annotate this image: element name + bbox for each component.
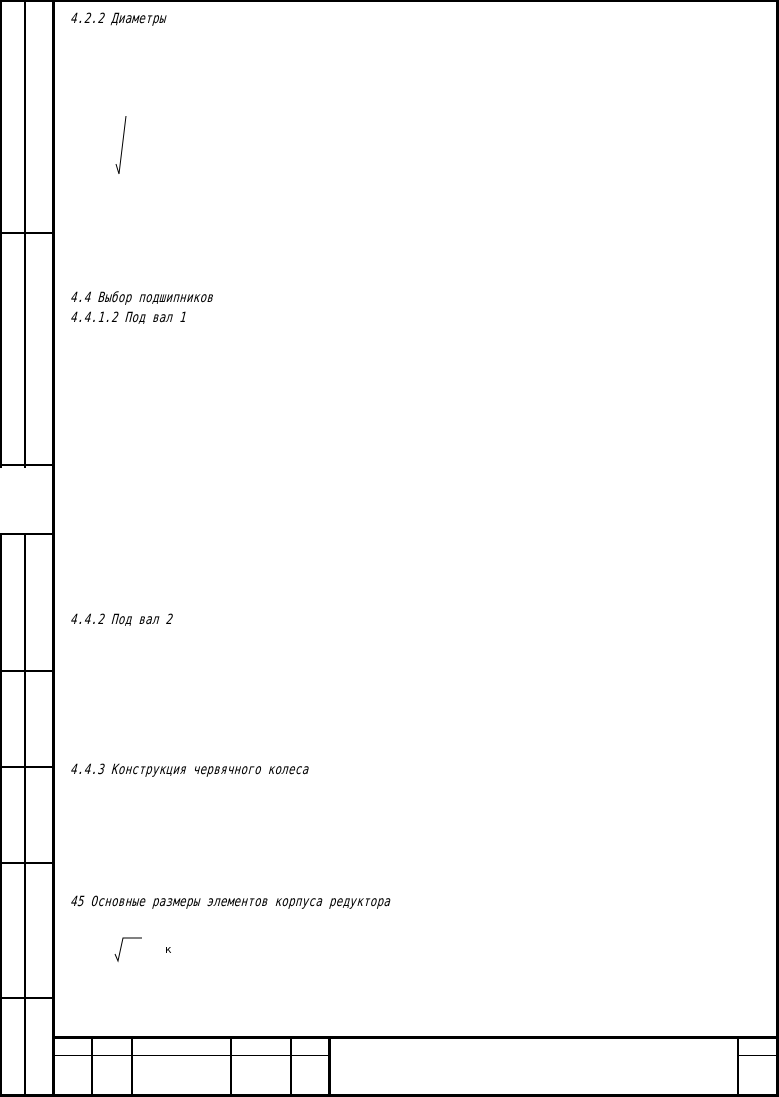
title-block-divider: [91, 1036, 93, 1097]
margin-tick: [0, 766, 55, 768]
section-heading-worm-wheel: 4.4.3 Конструкция червячного колеса: [70, 762, 311, 778]
title-block-divider: [290, 1036, 292, 1097]
margin-column-line-2: [52, 0, 55, 1097]
radical-sign-icon: [114, 114, 130, 180]
title-block-top-line: [52, 1036, 779, 1039]
section-heading-housing-dimensions: 45 Основные размеры элементов корпуса редуктора: [70, 894, 392, 910]
margin-tick: [0, 862, 55, 864]
margin-tick: [0, 232, 55, 234]
frame-top-border: [0, 0, 779, 2]
title-block-divider: [230, 1036, 232, 1097]
margin-column-line-1-lower: [24, 533, 26, 1097]
title-block-divider: [737, 1036, 739, 1097]
section-heading-shaft-1: 4.4.1.2 Под вал 1: [70, 310, 188, 326]
margin-tick: [0, 997, 55, 999]
title-block-mid-line: [52, 1055, 330, 1056]
section-heading-bearing-selection: 4.4 Выбор подшипников: [70, 290, 215, 306]
margin-tick: [0, 533, 55, 535]
margin-tick: [0, 670, 55, 672]
formula-mark: к: [165, 943, 172, 956]
section-heading-diameters: 4.2.2 Диаметры: [70, 11, 168, 27]
title-block-divider: [131, 1036, 133, 1097]
title-block-divider: [328, 1036, 331, 1097]
section-heading-shaft-2: 4.4.2 Под вал 2: [70, 612, 175, 628]
title-block-right-mid-line: [738, 1055, 779, 1056]
radical-sign-icon: [114, 936, 144, 964]
margin-tick: [0, 464, 55, 466]
frame-left-border-lower: [0, 533, 2, 1097]
frame-left-border: [0, 0, 2, 468]
margin-column-line-1: [24, 0, 26, 468]
